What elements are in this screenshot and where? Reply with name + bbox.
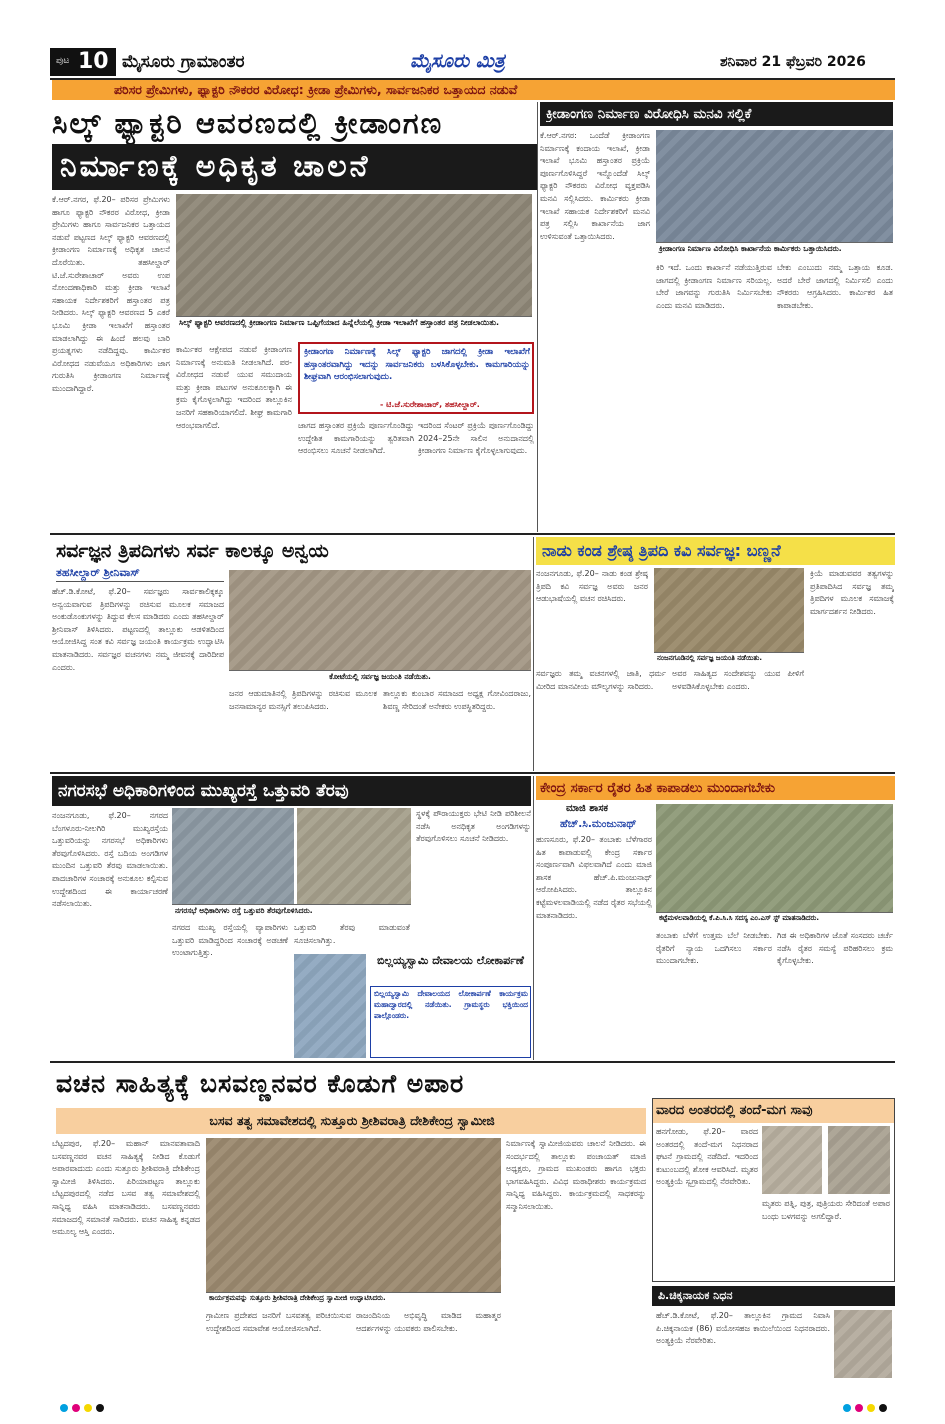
- sarvajna-left-col3: ತಾಲ್ಲೂಕು ಕುಂಬಾರ ಸಮಾಜದ ಅಧ್ಯಕ್ಷ ಗೋವಿಂದರಾಜು, ಶಿವಣ್ಣ ಸೇರಿದಂತೆ ಅನೇಕರು ಉಪಸ್ಥಿತರಿದ್ದರು.: [383, 689, 531, 711]
- side-story-photo: [656, 130, 893, 242]
- farmer-photo: [656, 804, 893, 912]
- farmer-col1: ಹುಣಸೂರು, ಫೆ.20– ತಂಬಾಕು ಬೆಳೆಗಾರರ ಹಿತ ಕಾಪಾಡುವಲ್ಲಿ ಕೇಂದ್ರ ಸರ್ಕಾರ ಸಂಪೂರ್ಣವಾಗಿ ವಿಫಲವಾಗಿದೆ ಎಂದು ಮಾಜಿ ಶಾಸಕ ಹೆಚ್.ಪಿ.ಮಂಜುನಾಥ್ ಆರೋಪಿಸಿದರು. ತಾಲ್ಲೂಕಿನ ಕಟ್ಟೆಮಳಲವಾಡಿಯಲ್ಲಿ ನಡೆದ ರೈತರ ಸಭೆಯಲ್ಲಿ ಮಾತನಾಡಿದರು.: [536, 835, 652, 920]
- basava-photo: [206, 1138, 501, 1292]
- sarvajna-left-col1: ಹೆಚ್.ಡಿ.ಕೋಟೆ, ಫೆ.20– ಸರ್ವಜ್ಞರು ಸಾರ್ವಕಾಲಿಕ್ಕಕ್ಕೂ ಅನ್ವಯವಾಗುವ ತ್ರಿಪದಿಗಳನ್ನು ರಚಿಸುವ ಮೂಲಕ ಸಮಾಜದ ಅಂಕುಡೊಂಕುಗಳನ್ನು ತಿದ್ದುವ ಕೆಲಸ ಮಾಡಿದರು ಎಂದು ತಹಸೀಲ್ದಾರ್ ಶ್ರೀನಿವಾಸ್ ತಿಳಿಸಿದರು. ಪಟ್ಟಣದಲ್ಲಿ ತಾಲ್ಲೂಕು ಆಡಳಿತದಿಂದ ಆಯೋಜಿಸಿದ್ದ ಸಂತ ಕವಿ ಸರ್ವಜ್ಞ ಜಯಂತಿ ಕಾರ್ಯಕ್ರಮ ಉದ್ಘಾಟಿಸಿ ಮಾತನಾಡಿದರು. ಸರ್ವಜ್ಞರ ವಚನಗಳು ನಮ್ಮ ಜೀವನಕ್ಕೆ ದಾರಿದೀಪ ಎಂದರು.: [52, 587, 224, 672]
- road-col1: ನಂಜನಗೂಡು, ಫೆ.20– ನಗರದ ಬೆಂಗಳೂರು-ನೀಲಗಿರಿ ಮುಖ್ಯರಸ್ತೆಯ ಒತ್ತುವರಿಯನ್ನು ನಗರಸಭೆ ಅಧಿಕಾರಿಗಳು ತೆರವುಗೊಳಿಸಿದರು. ರಸ್ತೆ ಬದಿಯ ಅಂಗಡಿಗಳ ಮುಂದಿನ ಒತ್ತುವರಿ ತೆರವು ಮಾಡಲಾಯಿತು. ಪಾದಚಾರಿಗಳ ಸಂಚಾರಕ್ಕೆ ಅನುಕೂಲ ಕಲ್ಪಿಸುವ ಉದ್ದೇಶದಿಂದ ಈ ಕಾರ್ಯಾಚರಣೆ ನಡೆಸಲಾಯಿತು.: [52, 811, 168, 909]
- paper-name: ಮೈಸೂರು ಮಿತ್ರ: [410, 50, 505, 72]
- sarvajna-right-col1: ನಂಜನಗೂಡು, ಫೆ.20– ನಾಡು ಕಂಡ ಶ್ರೇಷ್ಠ ತ್ರಿಪದಿ ಕವಿ ಸರ್ವಜ್ಞ ಅವರು ಜನರ ಆಡುಭಾಷೆಯಲ್ಲಿ ವಚನ ರಚಿಸಿದರು.: [536, 569, 648, 604]
- basava-photo-caption: ಕಾರ್ಯಕ್ರಮವನ್ನು ಸುತ್ತೂರು ಶ್ರೀಶಿವರಾತ್ರಿ ದೇಶಿಕೇಂದ್ರ ಸ್ವಾಮೀಜಿ ಉದ್ಘಾಟಿಸಿದರು.: [206, 1292, 501, 1306]
- obit-small-col: ಹೆಚ್.ಡಿ.ಕೋಟೆ, ಫೆ.20– ತಾಲ್ಲೂಕಿನ ಗ್ರಾಮದ ನಿವಾಸಿ ಪಿ.ಚಿಕ್ಕನಾಯಕ (86) ವಯೋಸಹಜ ಕಾಯಿಲೆಯಿಂದ ನಿಧನರಾದರು. ಅಂತ್ಯಕ್ರಿಯೆ ನೆರವೇರಿತು.: [656, 1311, 830, 1346]
- sarvajna-right-col2: ಕ್ರಿಯೆ ಮಾಡುವವರ ತತ್ವಗಳನ್ನು ಪ್ರತಿಪಾದಿಸಿದ ಸರ್ವಜ್ಞ ತಮ್ಮ ತ್ರಿಪದಿಗಳ ಮೂಲಕ ಸಮಾಜಕ್ಕೆ ಮಾರ್ಗದರ್ಶನ ನೀಡಿದರು.: [810, 569, 894, 616]
- side-photo-caption: ಕ್ರೀಡಾಂಗಣ ನಿರ್ಮಾಣ ವಿರೋಧಿಸಿ ಕಾರ್ಖಾನೆಯ ಕಾರ್ಮಿಕರು ಒತ್ತಾಯಿಸಿದರು.: [656, 242, 893, 256]
- obit-small-headline: ಪಿ.ಚಿಕ್ಕನಾಯಕ ನಿಧನ: [658, 1289, 733, 1302]
- vrule-mid: [533, 537, 534, 771]
- top-story-col2: ಕಾರ್ಮಿಕರ ಆಕ್ಷೇಪದ ನಡುವೆ ಕ್ರೀಡಾಂಗಣ ನಿರ್ಮಾಣಕ್ಕೆ ಅನುಮತಿ ನೀಡಲಾಗಿದೆ. ಪರ-ವಿರೋಧದ ನಡುವೆ ಯುವ ಸಮುದಾಯ ಮತ್ತು ಕ್ರೀಡಾ ಪಟುಗಳ ಅನುಕೂಲಕ್ಕಾಗಿ ಈ ಕ್ರಮ ಕೈಗೊಳ್ಳಲಾಗಿದ್ದು ಇದರಿಂದ ತಾಲ್ಲೂಕಿನ ಜನರಿಗೆ ಸಹಕಾರಿಯಾಗಲಿದೆ. ಶೀಘ್ರ ಕಾಮಗಾರಿ ಆರಂಭವಾಗಲಿದೆ.: [176, 345, 292, 430]
- vrule-top: [537, 102, 538, 532]
- rule-byline: [56, 581, 224, 582]
- top-story-photo: [176, 194, 532, 316]
- top-kicker-text: ಪರಿಸರ ಪ್ರೇಮಿಗಳು, ಫ್ಯಾಕ್ಟರಿ ನೌಕರರ ವಿರೋಧ: ಕ್ರೀಡಾ ಪ್ರೇಮಿಗಳು, ಸಾರ್ವಜನಿಕರ ಒತ್ತಾಯದ ನಡುವೆ: [114, 82, 518, 97]
- farmer-headline: ಕೇಂದ್ರ ಸರ್ಕಾರ ರೈತರ ಹಿತ ಕಾಪಾಡಲು ಮುಂದಾಗಬೇಕು: [540, 780, 776, 796]
- sarvajna-left-byline: ತಹಸೀಲ್ದಾರ್ ಶ್ರೀನಿವಾಸ್: [56, 566, 140, 579]
- obit-photo-2: [828, 1126, 890, 1194]
- sarvajna-right-col3: ಸರ್ವಜ್ಞರು ತಮ್ಮ ವಚನಗಳಲ್ಲಿ ಜಾತಿ, ಧರ್ಮ ಮೀರಿದ ಮಾನವೀಯ ಮೌಲ್ಯಗಳನ್ನು ಸಾರಿದರು.: [536, 669, 666, 691]
- registration-mark-magenta-2: [855, 1404, 863, 1412]
- basava-col4: ನಿರ್ಮಾಣಕ್ಕೆ ಸ್ವಾಮೀಜಿಯವರು ಚಾಲನೆ ನೀಡಿದರು. ಈ ಸಂದರ್ಭದಲ್ಲಿ ತಾಲ್ಲೂಕು ಪಂಚಾಯತ್ ಮಾಜಿ ಅಧ್ಯಕ್ಷರು, ಗ್ರಾಮದ ಮುಖಂಡರು ಹಾಗೂ ಭಕ್ತರು ಭಾಗವಹಿಸಿದ್ದರು. ವಿವಿಧ ಮಠಾಧೀಶರು ಕಾರ್ಯಕ್ರಮದ ಸಾನ್ನಿಧ್ಯ ವಹಿಸಿದ್ದರು. ಕಾರ್ಯಕ್ರಮದಲ್ಲಿ ಸಾಧಕರನ್ನು ಸನ್ಮಾನಿಸಲಾಯಿತು.: [506, 1139, 646, 1211]
- sarvajna-right-col4: ಅವರ ಸಾಹಿತ್ಯದ ಸಂದೇಶವನ್ನು ಯುವ ಪೀಳಿಗೆ ಅಳವಡಿಸಿಕೊಳ್ಳಬೇಕು ಎಂದರು.: [672, 669, 804, 691]
- road-col3: ನಗರದ ಮುಖ್ಯ ರಸ್ತೆಯಲ್ಲಿ ವ್ಯಾಪಾರಿಗಳು ಒತ್ತುವರಿ ಮಾಡಿದ್ದರಿಂದ ಸಂಚಾರಕ್ಕೆ ಅಡಚಣೆ ಉಂಟಾಗುತ್ತಿತ್ತು.: [172, 923, 288, 958]
- road-col2: ಸ್ಥಳಕ್ಕೆ ಪೌರಾಯುಕ್ತರು ಭೇಟಿ ನೀಡಿ ಪರಿಶೀಲನೆ ನಡೆಸಿ ಅನಧಿಕೃತ ಅಂಗಡಿಗಳನ್ನು ತೆರವುಗೊಳಿಸಲು ಸೂಚನೆ ನೀಡಿದರು.: [416, 809, 531, 844]
- obit-photo-1: [762, 1126, 822, 1194]
- top-quote: ಕ್ರೀಡಾಂಗಣ ನಿರ್ಮಾಣಕ್ಕೆ ಸಿಲ್ಕ್ ಫ್ಯಾಕ್ಟರಿ ಜಾಗದಲ್ಲಿ ಕ್ರೀಡಾ ಇಲಾಖೆಗೆ ಹಸ್ತಾಂತರವಾಗಿದ್ದು ಇದನ್ನು ಸಾರ್ವಜನಿಕರು ಬಳಸಿಕೊಳ್ಳಬೇಕು. ಕಾಮಗಾರಿಯನ್ನು ಶೀಘ್ರವಾಗಿ ಆರಂಭಿಸಲಾಗುವುದು.: [304, 347, 530, 383]
- sarvajna-left-col2: ಜನರ ಆಡುಮಾತಿನಲ್ಲಿ ತ್ರಿಪದಿಗಳನ್ನು ರಚಿಸುವ ಮೂಲಕ ಜನಸಾಮಾನ್ಯರ ಮನಸ್ಸಿಗೆ ತಲುಪಿಸಿದರು.: [229, 689, 377, 711]
- temple-headline: ಬಿಲ್ಲಯ್ಯಸ್ವಾಮಿ ದೇವಾಲಯ ಲೋಕಾರ್ಪಣೆ: [377, 954, 524, 967]
- farmer-col3: ಗಿಡ ಈ ಅಧಿಕಾರಿಗಳ ಜೊತೆ ಸಂಸದರು ಚರ್ಚೆ ನಡೆಸಿ ರೈತರ ಸಮಸ್ಯೆ ಪರಿಹರಿಸಲು ಕ್ರಮ ಕೈಗೊಳ್ಳಬೇಕು.: [777, 931, 893, 966]
- farmer-col2: ತಂಬಾಕು ಬೆಳೆಗೆ ಉತ್ತಮ ಬೆಲೆ ನೀಡಬೇಕು. ರೈತರಿಗೆ ನ್ಯಾಯ ಒದಗಿಸಲು ಸರ್ಕಾರ ಮುಂದಾಗಬೇಕು.: [656, 931, 772, 966]
- sarvajna-left-caption: ಕೋಟೆಯಲ್ಲಿ ಸರ್ವಜ್ಞ ಜಯಂತಿ ನಡೆಯಿತು.: [229, 670, 531, 684]
- obit-small-photo: [834, 1310, 892, 1378]
- road-photo-1: [172, 808, 294, 904]
- road-col4: ಒತ್ತುವರಿ ತೆರವು ಮಾಡುವಂತೆ ಸೂಚಿಸಲಾಗಿತ್ತು.: [294, 923, 410, 945]
- top-headline-line1: ಸಿಲ್ಕ್ ಫ್ಯಾಕ್ಟರಿ ಆವರಣದಲ್ಲಿ ಕ್ರೀಡಾಂಗಣ: [52, 106, 444, 140]
- side-headline: ಕ್ರೀಡಾಂಗಣ ನಿರ್ಮಾಣ ವಿರೋಧಿಸಿ ಮನವಿ ಸಲ್ಲಿಕೆ: [546, 106, 752, 122]
- obit-col1: ಹನಗೋಡು, ಫೆ.20– ವಾರದ ಅಂತರದಲ್ಲಿ ತಂದೆ-ಮಗ ನಿಧನರಾದ ಘಟನೆ ಗ್ರಾಮದಲ್ಲಿ ನಡೆದಿದೆ. ಇದರಿಂದ ಕುಟುಂಬದಲ್ಲಿ ಶೋಕ ಆವರಿಸಿದೆ. ಮೃತರ ಅಂತ್ಯಕ್ರಿಯೆ ಸ್ವಗ್ರಾಮದಲ್ಲಿ ನೆರವೇರಿತು.: [656, 1127, 758, 1187]
- top-story-col4: ಇದರಿಂದ ಸೆಂಟರ್ ಪ್ರಕ್ರಿಯೆ ಪೂರ್ಣಗೊಂಡಿದ್ದು 2024–25ನೇ ಸಾಲಿನ ಅನುದಾನದಲ್ಲಿ ಕ್ರೀಡಾಂಗಣ ನಿರ್ಮಾಣ ಕೈಗೊಳ್ಳಲಾಗುವುದು.: [418, 421, 534, 456]
- road-headline: ನಗರಸಭೆ ಅಧಿಕಾರಿಗಳಿಂದ ಮುಖ್ಯರಸ್ತೆ ಒತ್ತುವರಿ ತೆರವು: [58, 781, 349, 801]
- obit-headline: ವಾರದ ಅಂತರದಲ್ಲಿ ತಂದೆ-ಮಗ ಸಾವು: [656, 1103, 813, 1118]
- registration-mark-cyan-2: [843, 1404, 851, 1412]
- farmer-sub-label: ಮಾಜಿ ಶಾಸಕ: [566, 803, 609, 814]
- registration-mark-cyan: [60, 1404, 68, 1412]
- rule-1: [50, 533, 895, 535]
- basava-subhead: ಬಸವ ತತ್ವ ಸಮಾವೇಶದಲ್ಲಿ ಸುತ್ತೂರು ಶ್ರೀಶಿವರಾತ್ರಿ ದೇಶಿಕೇಂದ್ರ ಸ್ವಾಮೀಜಿ: [209, 1113, 495, 1128]
- rule-2: [50, 772, 895, 774]
- page-label: ಪುಟ: [56, 56, 70, 66]
- sarvajna-left-headline: ಸರ್ವಜ್ಞನ ತ್ರಿಪದಿಗಳು ಸರ್ವ ಕಾಲಕ್ಕೂ ಅನ್ವಯ: [56, 540, 329, 562]
- top-story-col1: ಕೆ.ಆರ್.ನಗರ, ಫೆ.20– ಪರಿಸರ ಪ್ರೇಮಿಗಳು ಹಾಗೂ ಫ್ಯಾಕ್ಟರಿ ನೌಕರರ ವಿರೋಧ, ಕ್ರೀಡಾ ಪ್ರೇಮಿಗಳು ಹಾಗೂ ಸಾರ್ವಜನಿಕರ ಒತ್ತಾಯದ ನಡುವೆ ಪಟ್ಟಣದ ಸಿಲ್ಕ್ ಫ್ಯಾಕ್ಟರಿ ಆವರಣದಲ್ಲಿ ಕ್ರೀಡಾಂಗಣ ನಿರ್ಮಾಣಕ್ಕೆ ಅಧಿಕೃತ ಚಾಲನೆ ದೊರೆಯಿತು. ತಹಸೀಲ್ದಾರ್ ಟಿ.ಜೆ.ಸುರೇಶಾಚಾರ್ ಅವರು ಉಪ ನೋಂದಣಾಧಿಕಾರಿ ಮತ್ತು ಕ್ರೀಡಾ ಇಲಾಖೆ ಸಹಾಯಕ ನಿರ್ದೇಶಕರಿಗೆ ಹಸ್ತಾಂತರ ಪತ್ರ ನೀಡಿದರು. ಸಿಲ್ಕ್ ಫ್ಯಾಕ್ಟರಿ ಆವರಣದ 5 ಎಕರೆ ಭೂಮಿ ಕ್ರೀಡಾ ಇಲಾಖೆಗೆ ಹಸ್ತಾಂತರ ಮಾಡಲಾಗಿದ್ದು ಈ ಹಿಂದೆ ಹಲವು ಬಾರಿ ಪ್ರಯತ್ನಗಳು ನಡೆದಿದ್ದವು. ಕಾರ್ಮಿಕರ ವಿರೋಧದ ನಡುವೆಯೂ ಅಧಿಕಾರಿಗಳು ಜಾಗ ಗುರುತಿಸಿ ಕ್ರೀಡಾಂಗಣ ನಿರ್ಮಾಣಕ್ಕೆ ಮುಂದಾಗಿದ್ದಾರೆ.: [52, 195, 170, 393]
- top-photo-caption: ಸಿಲ್ಕ್ ಫ್ಯಾಕ್ಟರಿ ಆವರಣದಲ್ಲಿ ಕ್ರೀಡಾಂಗಣ ನಿರ್ಮಾಣ ಒಪ್ಪಿಗೆಯಾದ ಹಿನ್ನೆಲೆಯಲ್ಲಿ ಕ್ರೀಡಾ ಇಲಾಖೆಗೆ ಹಸ್ತಾಂತರ ಪತ್ರ ನೀಡಲಾಯಿತು.: [176, 316, 532, 338]
- basava-col3: ರಾಜಂದಿನಿಯ ಅಭಿವೃದ್ಧಿ ಮಾಡಿದ ಮಹಾತ್ಮರ ಆದರ್ಶಗಳನ್ನು ಯುವಕರು ಪಾಲಿಸಬೇಕು.: [356, 1311, 501, 1333]
- section-name: ಮೈಸೂರು ಗ್ರಾಮಾಂತರ: [122, 52, 245, 72]
- side-story-col1: ಕೆ.ಆರ್.ನಗರ: ಒಂದೆಡೆ ಕ್ರೀಡಾಂಗಣ ನಿರ್ಮಾಣಕ್ಕೆ ಕಂದಾಯ ಇಲಾಖೆ, ಕ್ರೀಡಾ ಇಲಾಖೆ ಭೂಮಿ ಹಸ್ತಾಂತರ ಪ್ರಕ್ರಿಯೆ ಪೂರ್ಣಗೊಳಿಸಿದ್ದರೆ ಇನ್ನೊಂದೆಡೆ ಸಿಲ್ಕ್ ಫ್ಯಾಕ್ಟರಿ ನೌಕರರು ವಿರೋಧ ವ್ಯಕ್ತಪಡಿಸಿ ಮನವಿ ಸಲ್ಲಿಸಿದರು. ಕಾರ್ಮಿಕರು ಕ್ರೀಡಾ ಇಲಾಖೆ ಸಹಾಯಕ ನಿರ್ದೇಶಕರಿಗೆ ಮನವಿ ಪತ್ರ ಸಲ್ಲಿಸಿ ಕಾರ್ಖಾನೆಯ ಜಾಗ ಉಳಿಸುವಂತೆ ಒತ್ತಾಯಿಸಿದರು.: [540, 131, 650, 241]
- vrule-road: [533, 776, 534, 1060]
- top-quote-author: - ಟಿ.ಜೆ.ಸುರೇಶಾಚಾರ್, ತಹಸೀಲ್ದಾರ್.: [380, 400, 480, 409]
- farmer-byline: ಹೆಚ್.ಸಿ.ಮಂಜುನಾಥ್: [560, 818, 637, 830]
- registration-mark-black: [96, 1404, 104, 1412]
- top-headline-line2: ನಿರ್ಮಾಣಕ್ಕೆ ಅಧಿಕೃತ ಚಾಲನೆ: [60, 149, 371, 184]
- farmer-photo-caption: ಕಟ್ಟೆಮಳಲವಾಡಿಯಲ್ಲಿ ಕೆ.ಪಿ.ಸಿ.ಸಿ ಸದಸ್ಯ ಎಂ.ಎಸ್ ಸ್ಟ್ ಮಾತನಾಡಿದರು.: [656, 912, 893, 926]
- side-story-col3: ಬೇಕು ಎಂಬುದು ನಮ್ಮ ಒತ್ತಾಯ ಕೂಡ. ಅದರೆ ಬೇರೆ ಜಾಗದಲ್ಲಿ ನಿರ್ಮಿಸಲಿ ಎಂದು ನೌಕರರು ಆಗ್ರಹಿಸಿದರು. ಕಾರ್ಮಿಕರ ಹಿತ ಕಾಪಾಡಬೇಕು.: [777, 263, 893, 310]
- basava-col1: ಬೆಟ್ಟದಪುರ, ಫೆ.20– ಮಹಾನ್ ಮಾನವತಾವಾದಿ ಬಸವಣ್ಣನವರ ವಚನ ಸಾಹಿತ್ಯಕ್ಕೆ ನೀಡಿದ ಕೊಡುಗೆ ಅಪಾರವಾದುದು ಎಂದು ಸುತ್ತೂರು ಶ್ರೀಶಿವರಾತ್ರಿ ದೇಶಿಕೇಂದ್ರ ಸ್ವಾಮೀಜಿ ತಿಳಿಸಿದರು. ಪಿರಿಯಾಪಟ್ಟಣ ತಾಲ್ಲೂಕು ಬೆಟ್ಟದಪುರದಲ್ಲಿ ನಡೆದ ಬಸವ ತತ್ವ ಸಮಾವೇಶದಲ್ಲಿ ಸಾನ್ನಿಧ್ಯ ವಹಿಸಿ ಮಾತನಾಡಿದರು. ಬಸವಣ್ಣನವರು ಸಮಾಜದಲ್ಲಿ ಸಮಾನತೆ ಸಾರಿದರು. ವಚನ ಸಾಹಿತ್ಯ ಕನ್ನಡದ ಅಮೂಲ್ಯ ಆಸ್ತಿ ಎಂದರು.: [52, 1139, 200, 1237]
- side-story-col2: ಕಿರಿ ಇದೆ. ಒಂದು ಕಾರ್ಖಾನೆ ನಡೆಯುತ್ತಿರುವ ಜಾಗದಲ್ಲಿ ಕ್ರೀಡಾಂಗಣ ನಿರ್ಮಾಣ ಸರಿಯಲ್ಲ. ಬೇರೆ ಜಾಗವನ್ನು ಗುರುತಿಸಿ ನಿರ್ಮಿಸಬೇಕು ಎಂದು ಮನವಿ ಮಾಡಿದರು.: [656, 263, 772, 310]
- road-photo-2: [297, 808, 411, 904]
- registration-mark-black-2: [879, 1404, 887, 1412]
- sarvajna-right-photo: [654, 568, 804, 652]
- sarvajna-left-photo: [229, 570, 531, 670]
- page-date: ಶನಿವಾರ 21 ಫೆಬ್ರವರಿ 2026: [720, 54, 866, 70]
- registration-mark-magenta: [72, 1404, 80, 1412]
- page-number: 10: [78, 49, 109, 74]
- basava-col2: ಗ್ರಾಮೀಣ ಪ್ರದೇಶದ ಜನರಿಗೆ ಬಸವತತ್ವ ಪರಿಚಯಿಸುವ ಉದ್ದೇಶದಿಂದ ಸಮಾವೇಶ ಆಯೋಜಿಸಲಾಗಿದೆ.: [206, 1311, 351, 1333]
- temple-photo: [294, 954, 366, 1058]
- masthead: [50, 48, 895, 80]
- sarvajna-right-caption: ನಂಜನಗೂಡಿನಲ್ಲಿ ಸರ್ವಜ್ಞ ಜಯಂತಿ ನಡೆಯಿತು.: [654, 652, 804, 664]
- registration-mark-yellow-2: [867, 1404, 875, 1412]
- road-photo-caption: ನಗರಸಭೆ ಅಧಿಕಾರಿಗಳು ರಸ್ತೆ ಒತ್ತುವರಿ ತೆರವುಗೊಳಿಸಿದರು.: [172, 904, 411, 918]
- top-story-col3: ಜಾಗದ ಹಸ್ತಾಂತರ ಪ್ರಕ್ರಿಯೆ ಪೂರ್ಣಗೊಂಡಿದ್ದು ಉದ್ದೇಶಿತ ಕಾಮಗಾರಿಯನ್ನು ತ್ವರಿತವಾಗಿ ಆರಂಭಿಸಲು ಸೂಚನೆ ನೀಡಲಾಗಿದೆ.: [298, 421, 414, 456]
- obit-col2: ಮೃತರು ಪತ್ನಿ, ಪುತ್ರ, ಪುತ್ರಿಯರು ಸೇರಿದಂತೆ ಅಪಾರ ಬಂಧು ಬಳಗವನ್ನು ಅಗಲಿದ್ದಾರೆ.: [762, 1199, 890, 1221]
- temple-text: ಬಿಲ್ಲಯ್ಯಸ್ವಾಮಿ ದೇವಾಲಯದ ಲೋಕಾರ್ಪಣೆ ಕಾರ್ಯಕ್ರಮ ಮಹಾದ್ವಾರದಲ್ಲಿ ನಡೆಯಿತು. ಗ್ರಾಮಸ್ಥರು ಭಕ್ತಿಯಿಂದ ಪಾಲ್ಗೊಂಡರು.: [374, 989, 528, 1020]
- registration-mark-yellow: [84, 1404, 92, 1412]
- basava-headline: ವಚನ ಸಾಹಿತ್ಯಕ್ಕೆ ಬಸವಣ್ಣನವರ ಕೊಡುಗೆ ಅಪಾರ: [56, 1069, 465, 1098]
- sarvajna-right-headline: ನಾಡು ಕಂಡ ಶ್ರೇಷ್ಠ ತ್ರಿಪದಿ ಕವಿ ಸರ್ವಜ್ಞ: ಬಣ್ಣನೆ: [542, 541, 781, 560]
